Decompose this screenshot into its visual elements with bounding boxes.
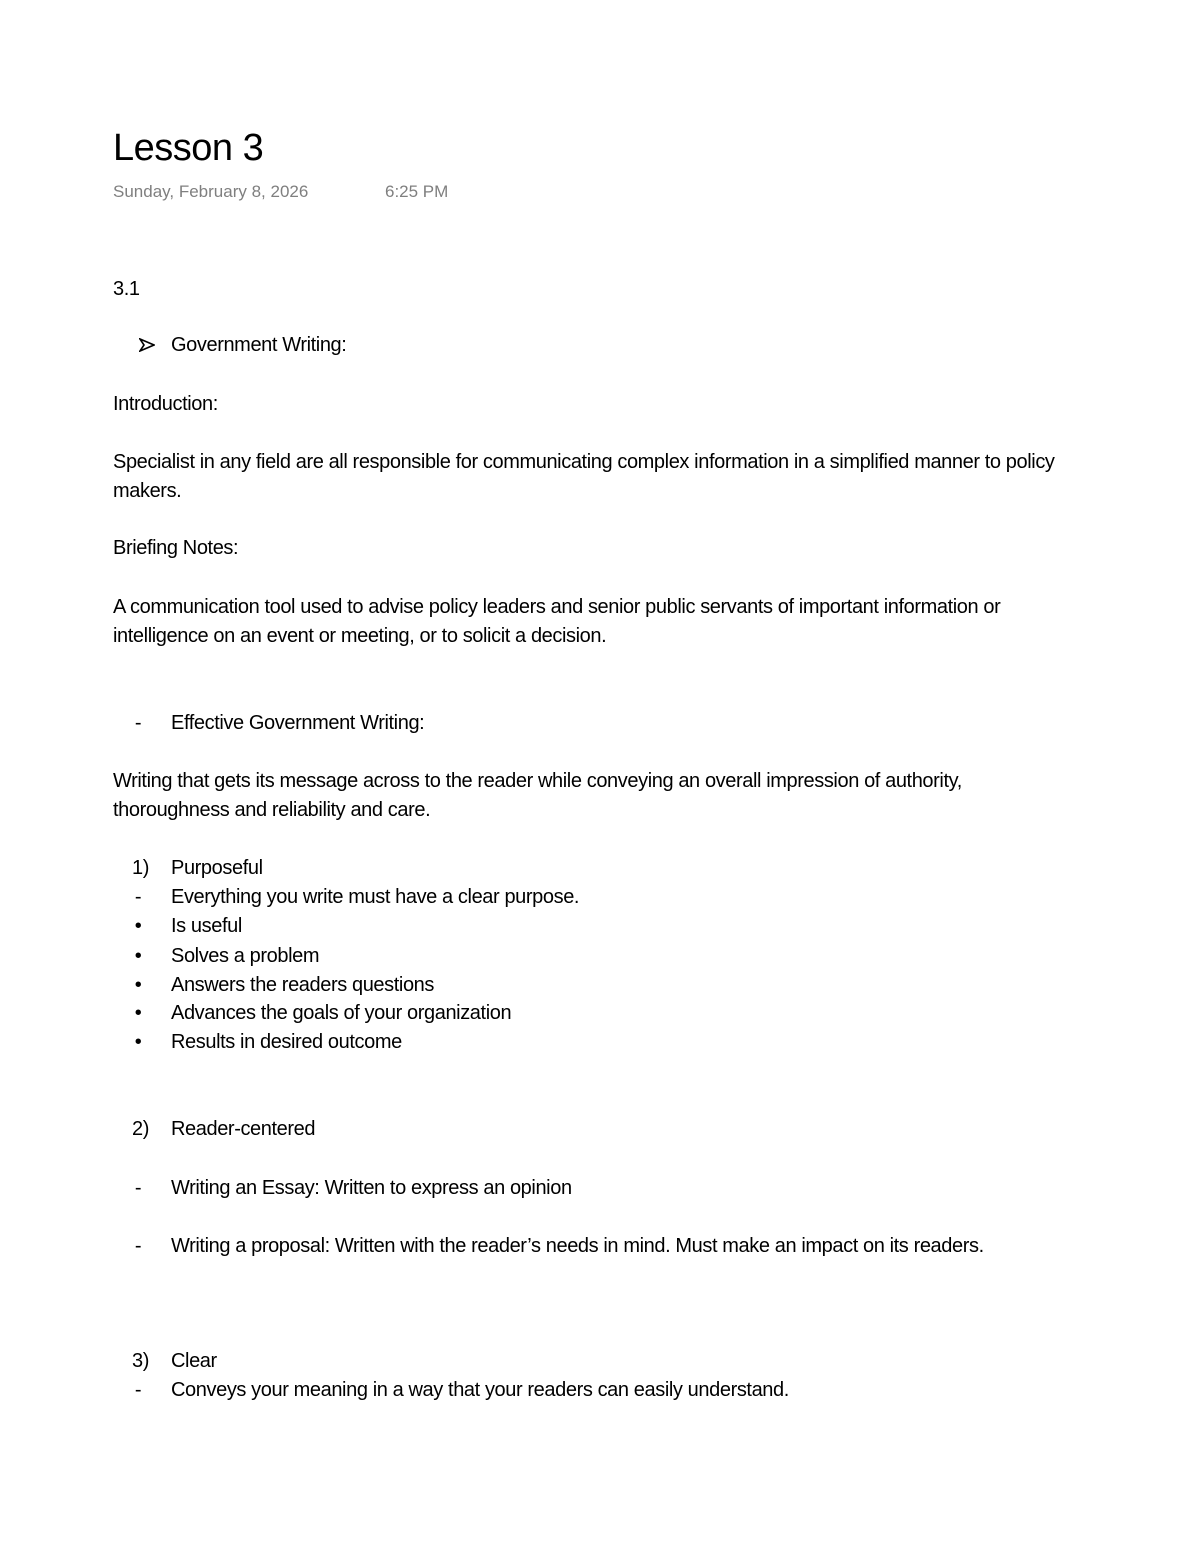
list-item-text: Is useful [171,915,242,937]
page-time: 6:25 PM [385,182,449,201]
briefing-text: A communication tool used to advise policy leaders and senior public servants of important information or intelligence on an event or meeting, or to solicit a decision. [113,596,1001,647]
list-number: 3) [132,1350,149,1372]
section-number: 3.1 [113,278,140,300]
list-label: Purposeful [171,857,263,879]
list-number: 1) [132,857,149,879]
introduction-text: Specialist in any field are all responsible for communicating complex information in a simplified manner to policy makers. [113,451,1055,502]
dash-marker: - [134,1177,142,1199]
list-number: 2) [132,1118,149,1140]
list-item-text: Writing an Essay: Written to express an opinion [171,1177,572,1199]
page-title: Lesson 3 [113,127,264,169]
introduction-heading: Introduction: [113,393,218,415]
briefing-heading: Briefing Notes: [113,537,239,559]
bullet-marker: • [134,1031,142,1053]
list-item-text: Results in desired outcome [171,1031,402,1053]
page-date: Sunday, February 8, 2026 [113,182,309,201]
dash-marker: - [134,886,142,908]
list-label: Reader-centered [171,1118,316,1140]
arrow-bullet-icon [113,331,163,361]
list-label: Clear [171,1350,217,1372]
list-item-text: Advances the goals of your organization [171,1002,512,1024]
effective-writing-text: Writing that gets its message across to the reader while conveying an overall impression of authority, thoroughness and reliability and care. [113,770,962,821]
bullet-marker: • [134,945,142,967]
bullet-marker: • [134,915,142,937]
dash-marker: - [134,1379,142,1401]
bullet-marker: • [134,1002,142,1024]
list-item-text: Writing a proposal: Written with the reader’s needs in mind. Must make an impact on its readers. [171,1235,984,1257]
list-item-text: Solves a problem [171,945,320,967]
list-item-text: Everything you write must have a clear purpose. [171,886,580,908]
bullet-marker: • [134,974,142,996]
dash-marker: - [134,712,142,734]
list-item-text: Conveys your meaning in a way that your readers can easily understand. [171,1379,789,1401]
effective-writing-heading: Effective Government Writing: [171,712,425,734]
dash-marker: - [134,1235,142,1257]
list-item-text: Answers the readers questions [171,974,434,996]
government-writing-heading: Government Writing: [171,334,347,356]
